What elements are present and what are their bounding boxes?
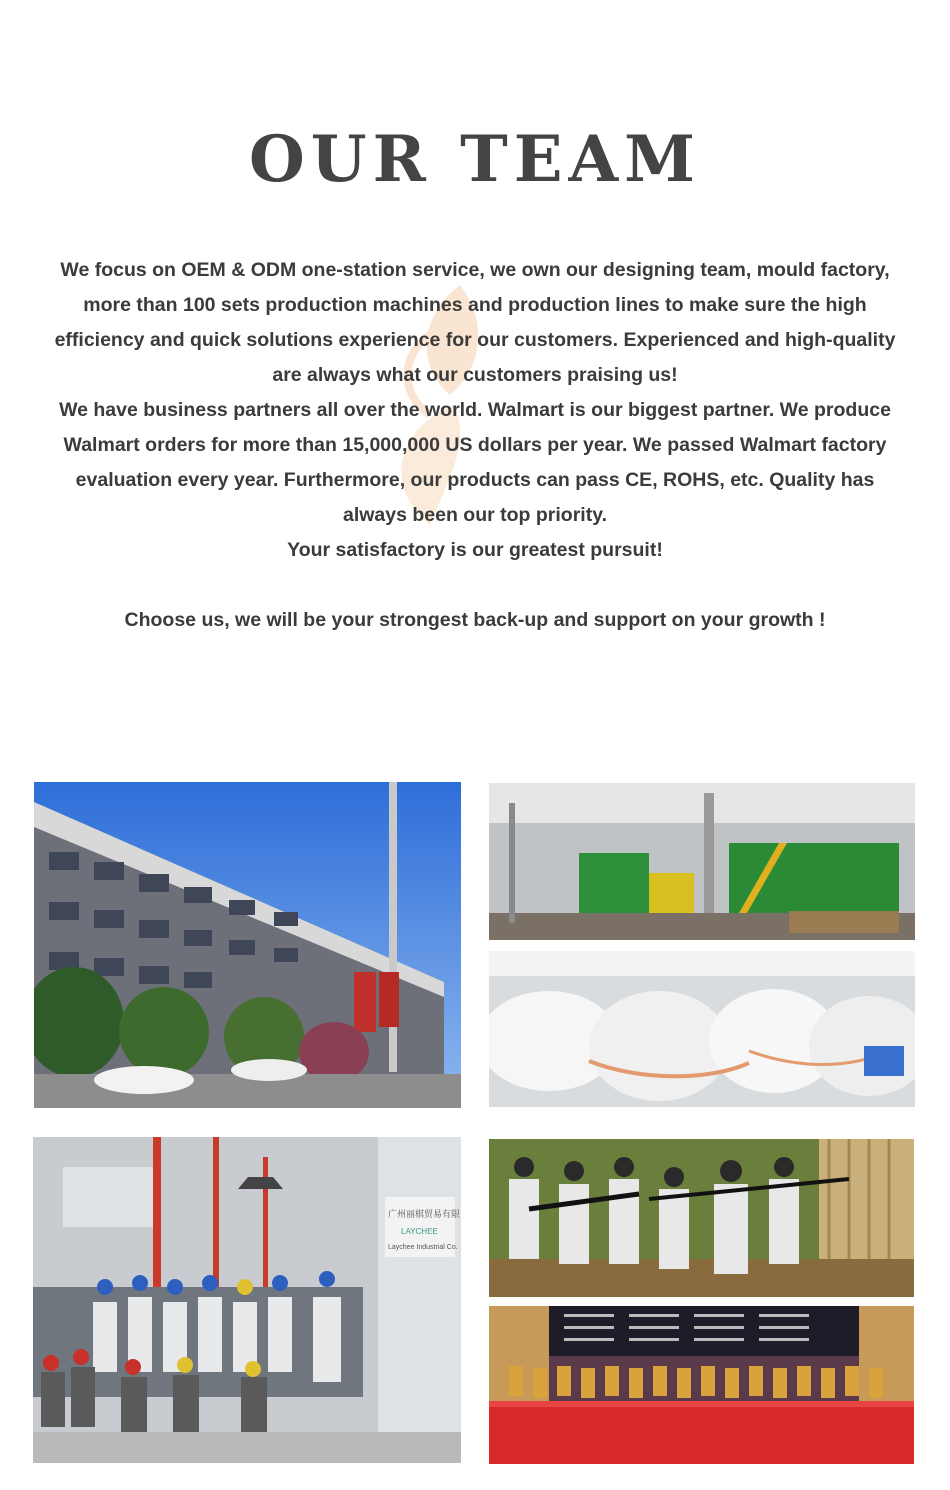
team-building-photo — [489, 1139, 914, 1297]
factory-building-photo — [34, 782, 461, 1108]
injection-machine-photo — [489, 783, 915, 940]
team-office-photo — [33, 1137, 461, 1463]
signage-brand: LAYCHEE — [401, 1227, 438, 1236]
signage-cn: 广州丽棋贸易有限 — [388, 1210, 461, 1220]
intro-paragraph-4: Choose us, we will be your strongest back-up and support on your growth ! — [124, 609, 826, 631]
intro-paragraph-3: Your satisfactory is our greatest pursuit! — [287, 539, 663, 561]
signage-en: Laychee Industrial Co. — [388, 1244, 458, 1251]
intro-paragraph-2: We have business partners all over the world. Walmart is our biggest partner. We produce Walmart orders for more than 15,000,000 US dollars per year. We passed Walmart factory evaluation every year. Furthermore, our products can pass CE, ROHS, etc. Quality has always been our top priority. — [59, 399, 891, 526]
intro-text — [50, 253, 900, 638]
award-ceremony-photo — [489, 1306, 914, 1464]
page-title: OUR TEAM — [249, 122, 701, 197]
packaged-products-photo — [489, 951, 915, 1107]
intro-paragraph-1: We focus on OEM & ODM one-station service, we own our designing team, mould factory, more than 100 sets production machines and production lines to make sure the high efficiency and quick solutions experience for our customers. Experienced and high-quality are always what our customers praising us! — [54, 259, 896, 386]
